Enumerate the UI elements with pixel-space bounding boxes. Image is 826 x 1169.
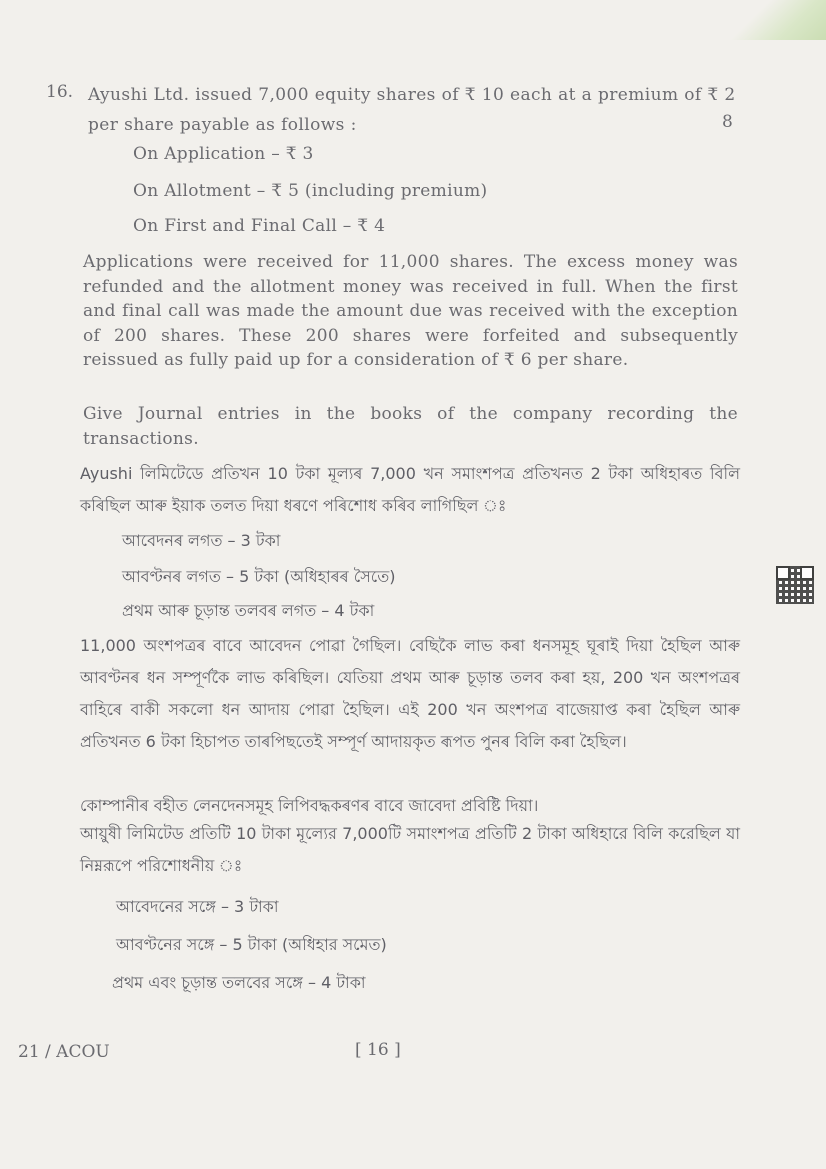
installment-call-en: On First and Final Call – ₹ 4 — [133, 216, 386, 236]
installment-call-as: প্ৰথম আৰু চূড়ান্ত তলবৰ লগত – 4 টকা — [122, 601, 375, 620]
installment-application-bn: আবেদনের সঙ্গে – 3 টাকা — [116, 897, 279, 916]
page-corner-shade — [706, 0, 826, 40]
installment-application-en: On Application – ₹ 3 — [133, 144, 314, 164]
installment-allotment-bn: আবণ্টনের সঙ্গে – 5 টাকা (অধিহার সমেত) — [116, 935, 387, 954]
installment-call-bn: প্রথম এবং চূড়ান্ত তলবের সঙ্গে – 4 টাকা — [112, 973, 366, 992]
question-number: 16. — [46, 82, 74, 102]
question-intro-bengali: আয়ুষী লিমিটেড প্রতিটি 10 টাকা মূল্যের 7,000টি সমাংশপত্র প্রতিটি 2 টাকা অধিহারে বিলি করেছিল যা নিম্নরূপে পরিশোধনীয় ঃ — [80, 824, 740, 875]
question-instruction-assamese: কোম্পানীৰ বহীত লেনদেনসমূহ লিপিবদ্ধকৰণৰ বাবে জাবেদা প্ৰবিষ্টি দিয়া। — [80, 796, 539, 815]
question-instruction-english: Give Journal entries in the books of the company recording the transactions. — [83, 404, 738, 449]
installment-application-as: আবেদনৰ লগত – 3 টকা — [122, 531, 281, 550]
question-body-english: Applications were received for 11,000 shares. The excess money was refunded and the allotment money was received in full. When the first and final call was made the amount due was received with the exception of 200 shares. These 200 shares were forfeited and subsequently reissued as fully paid up for a consideration of ₹ 6 per share. — [83, 252, 738, 370]
question-intro-assamese: Ayushi লিমিটেডে প্ৰতিখন 10 টকা মূল্যৰ 7,000 খন সমাংশপত্ৰ প্ৰতিখনত 2 টকা অধিহাৰত বিলি কৰিছিল আৰু ইয়াক তলত দিয়া ধৰণে পৰিশোধ কৰিব লাগিছিল ঃ — [80, 464, 740, 515]
qr-code-icon — [776, 566, 814, 604]
question-body-assamese: 11,000 অংশপত্ৰৰ বাবে আবেদন পোৱা গৈছিল। বেছিকৈ লাভ কৰা ধনসমূহ ঘূৰাই দিয়া হৈছিল আৰু আবণ্টনৰ ধন সম্পূৰ্ণকৈ লাভ কৰিছিল। যেতিয়া প্ৰথম আৰু চূড়ান্ত তলব কৰা হয়, 200 খন অংশপত্ৰৰ বাহিৰে বাকী সকলো ধন আদায় পোৱা হৈছিল। এই 200 খন অংশপত্ৰ বাজেয়াপ্ত কৰা হৈছিল আৰু প্ৰতিখনত 6 টকা হিচাপত তাৰপিছতেই সম্পূৰ্ণ আদায়কৃত ৰূপত পুনৰ বিলি কৰা হৈছিল। — [80, 636, 740, 751]
installment-allotment-en: On Allotment – ₹ 5 (including premium) — [133, 181, 488, 201]
page-number: [ 16 ] — [355, 1040, 401, 1060]
paper-code: 21 / ACOU — [18, 1042, 110, 1062]
question-intro-english: Ayushi Ltd. issued 7,000 equity shares of ₹ 10 each at a premium of ₹ 2 per share payable as follows : — [88, 85, 736, 135]
question-marks: 8 — [722, 112, 733, 132]
installment-allotment-as: আবণ্টনৰ লগত – 5 টকা (অধিহাৰৰ সৈতে) — [122, 567, 396, 586]
